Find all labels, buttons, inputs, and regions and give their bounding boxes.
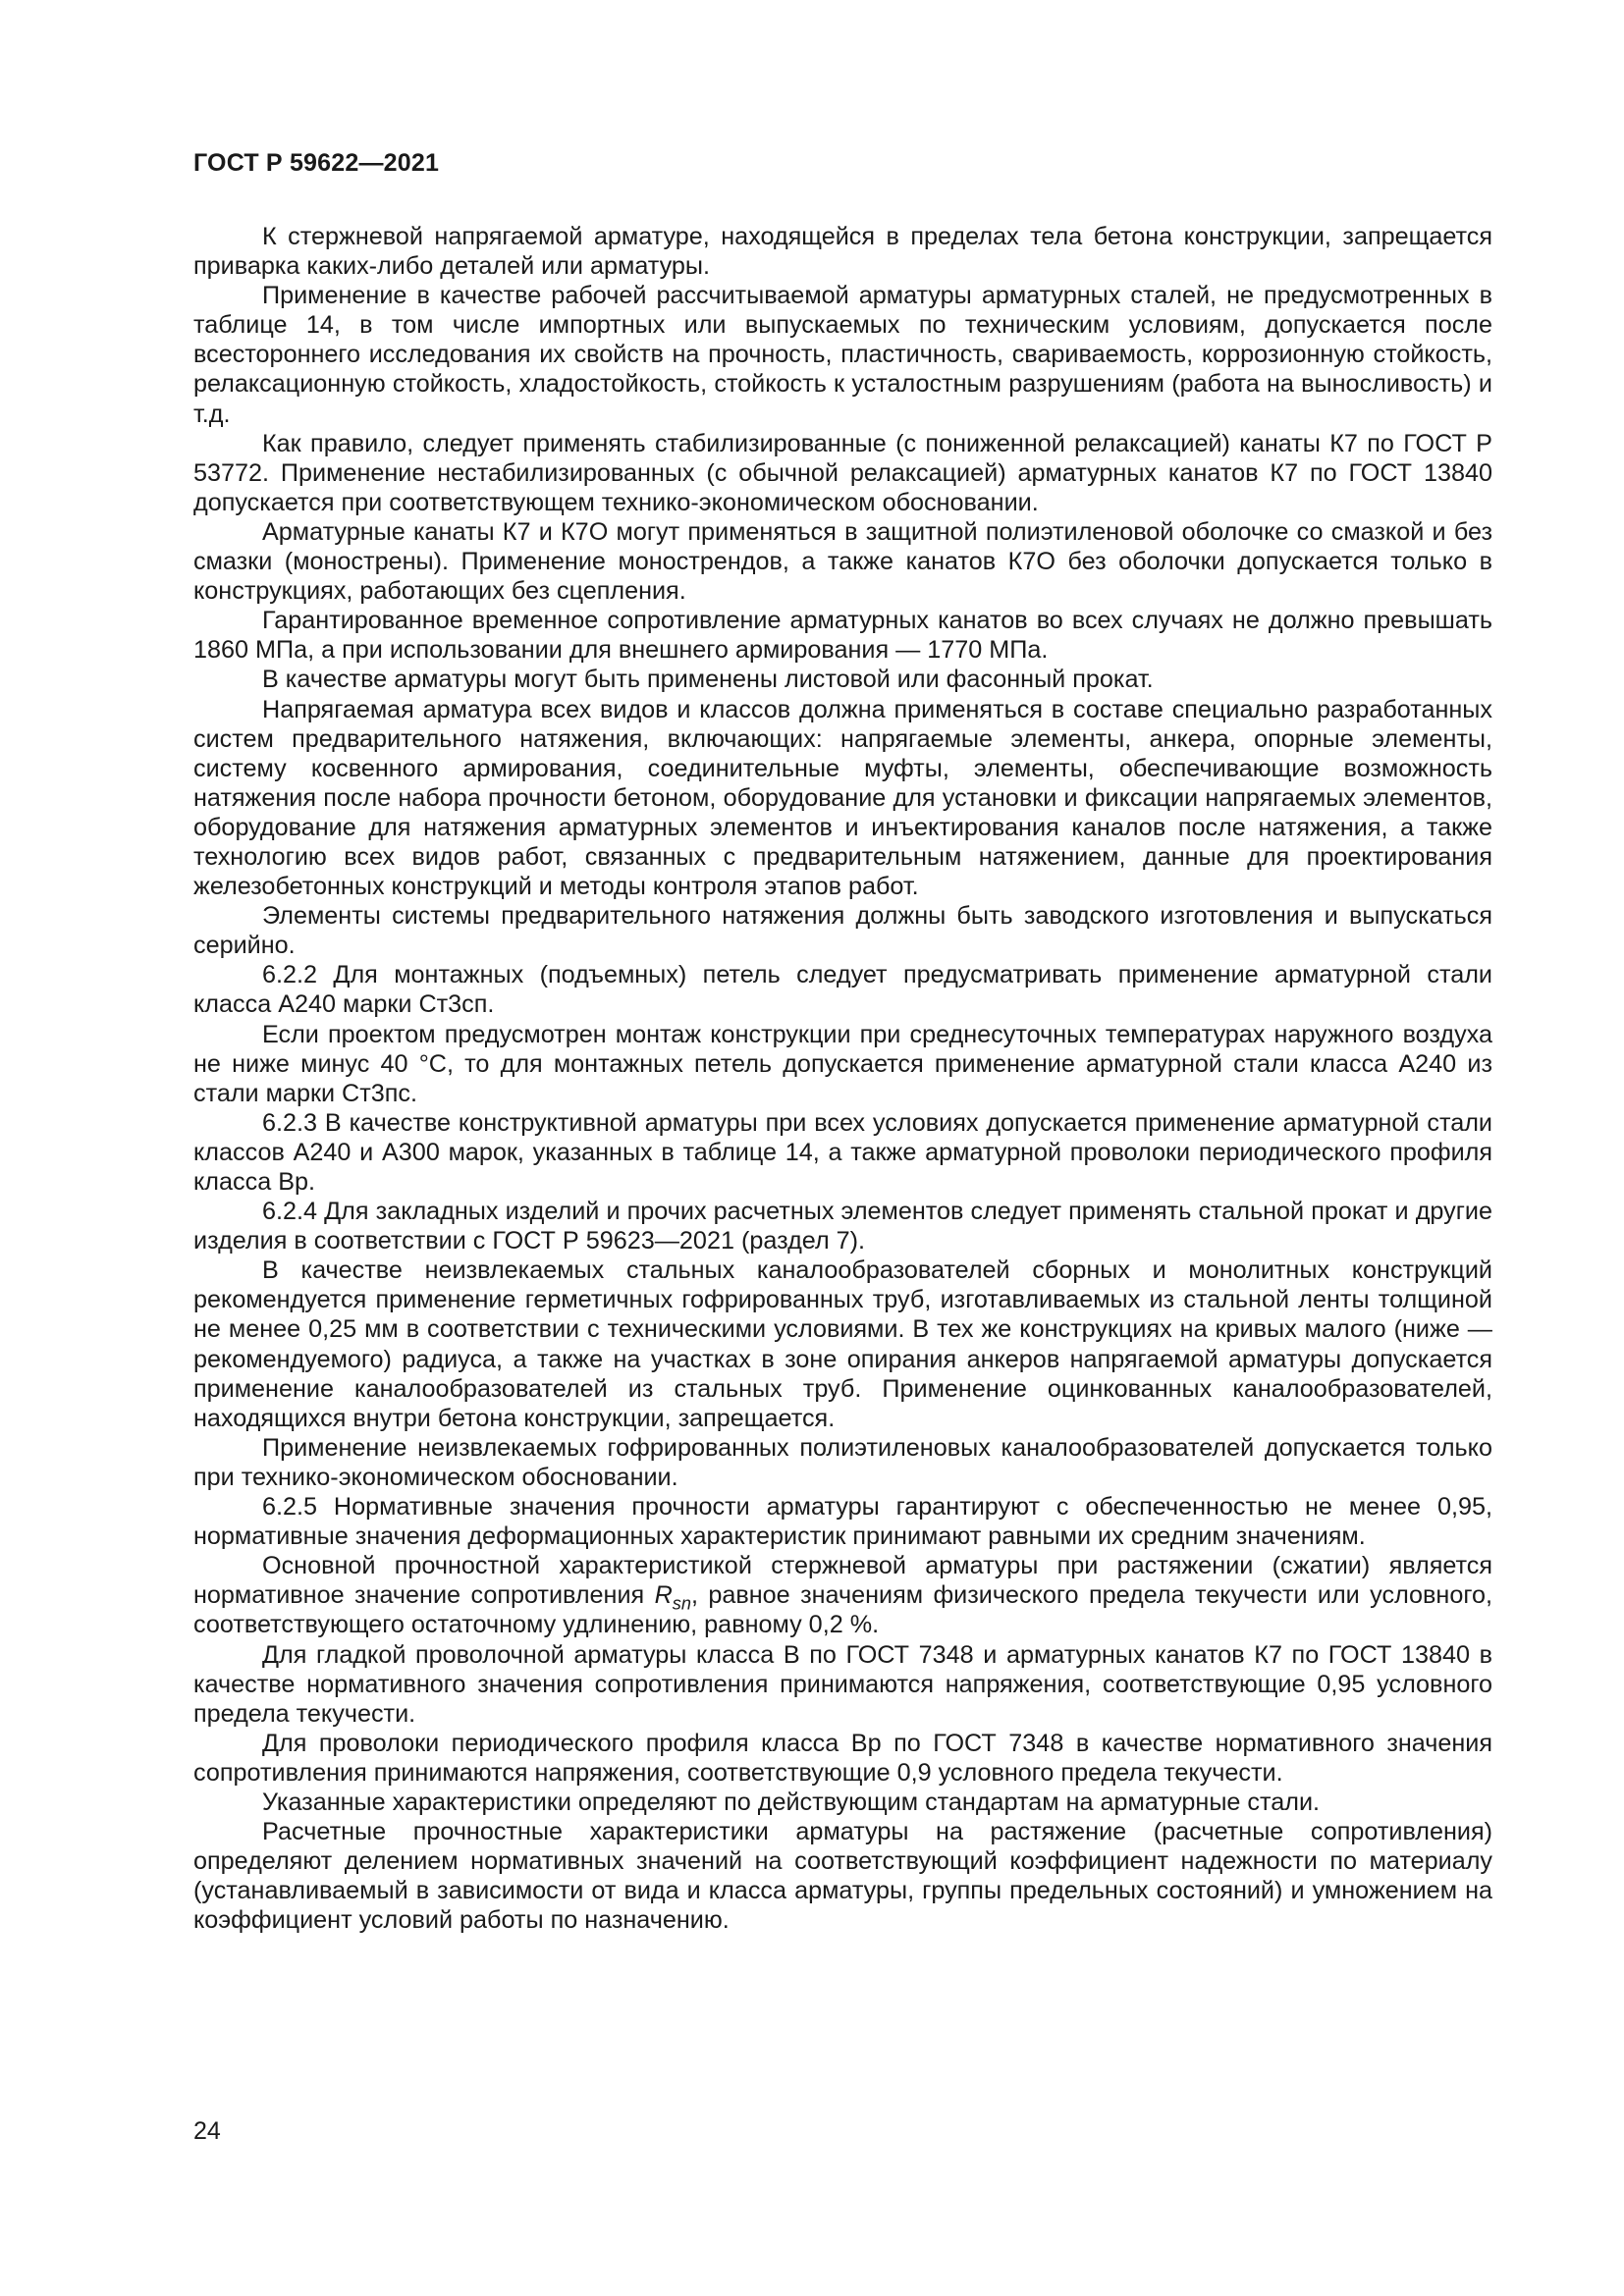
paragraph: 6.2.5 Нормативные значения прочности арматуры гарантируют с обеспеченностью не менее 0,95, нормативные значения деформационных характеристик принимают равными их средним значениям. [193,1493,1492,1551]
paragraph: В качестве неизвлекаемых стальных каналообразователей сборных и монолитных конструкций рекомендуется применение герметичных гофрированных труб, изготавливаемых из стальной ленты толщиной не менее 0,25 мм в соответствии с техническими условиями. В тех же конструкциях на кривых малого (ниже — рекомендуемого) радиуса, а также на участках в зоне опирания анкеров напрягаемой арматуры допускается применение каналообразователей из стальных труб. Применение оцинкованных каналообразователей, находящихся внутри бетона конструкции, запрещается. [193,1256,1492,1432]
paragraph-text: , равное значениям физического предела текучести или условного, соответствующего остаточному удлинению, равному 0,2 %. [193,1581,1492,1639]
paragraph: 6.2.3 В качестве конструктивной арматуры при всех условиях допускается применение арматурной стали классов А240 и А300 марок, указанных в таблице 14, а также арматурной проволоки периодического профиля класса Вр. [193,1108,1492,1196]
paragraph: Для проволоки периодического профиля класса Вр по ГОСТ 7348 в качестве нормативного значения сопротивления принимаются напряжения, соответствующие 0,9 условного предела текучести. [193,1729,1492,1787]
paragraph-rsn [193,1551,1492,1639]
paragraph: Расчетные прочностные характеристики арматуры на растяжение (расчетные сопротивления) определяют делением нормативных значений на соответствующий коэффициент надежности по материалу (устанавливаемый в зависимости от вида и класса арматуры, группы предельных состояний) и умножением на коэффициент условий работы по назначению. [193,1818,1492,1935]
paragraph-text: Основной прочностной характеристикой стержневой арматуры при растяжении (сжатии) является нормативное значение сопротивления [193,1552,1492,1610]
paragraph: 6.2.4 Для закладных изделий и прочих расчетных элементов следует применять стальной прокат и другие изделия в соответствии с ГОСТ Р 59623—2021 (раздел 7). [193,1198,1492,1255]
paragraph: Как правило, следует применять стабилизированные (с пониженной релаксацией) канаты К7 по ГОСТ Р 53772. Применение нестабилизированных (с обычной релаксацией) арматурных канатов К7 по ГОСТ 13840 допускается при соответствующем технико-экономическом обосновании. [193,429,1492,516]
paragraph: Применение неизвлекаемых гофрированных полиэтиленовых каналообразователей допускается только при технико-экономическом обосновании. [193,1433,1492,1491]
paragraph: К стержневой напрягаемой арматуре, находящейся в пределах тела бетона конструкции, запрещается приварка каких-либо деталей или арматуры. [193,223,1492,281]
page-number: 24 [193,2117,221,2145]
paragraph: Указанные характеристики определяют по действующим стандартам на арматурные стали. [262,1788,1321,1816]
paragraph: Применение в качестве рабочей рассчитываемой арматуры арматурных сталей, не предусмотренных в таблице 14, в том числе импортных или выпускаемых по техническим условиям, допускается после всестороннего исследования их свойств на прочность, пластичность, свариваемость, коррозионную стойкость, релаксационную стойкость, хладостойкость, стойкость к усталостным разрушениям (работа на выносливость) и т.д. [193,282,1492,428]
symbol-r: R [654,1581,673,1610]
symbol-subscript: sn [672,1593,691,1614]
document-body [193,222,1492,1935]
paragraph: Если проектом предусмотрен монтаж конструкции при среднесуточных температурах наружного воздуха не ниже минус 40 °С, то для монтажных петель допускается применение арматурной стали класса А240 из стали марки Ст3пс. [193,1020,1492,1107]
paragraph: Напрягаемая арматура всех видов и классов должна применяться в составе специально разработанных систем предварительного натяжения, включающих: напрягаемые элементы, анкера, опорные элементы, систему косвенного армирования, соединительные муфты, элементы, обеспечивающие возможность натяжения после набора прочности бетоном, оборудование для установки и фиксации напрягаемых элементов, оборудование для натяжения арматурных элементов и инъектирования каналов после натяжения, а также технологию всех видов работ, связанных с предварительным натяжением, данные для проектирования железобетонных конструкций и методы контроля этапов работ. [193,695,1492,901]
paragraph: Арматурные канаты К7 и К7О могут применяться в защитной полиэтиленовой оболочке со смазкой и без смазки (монострены). Применение монострендов, а также канатов К7О без оболочки допускается только в конструкциях, работающих без сцепления. [193,517,1492,606]
paragraph: Для гладкой проволочной арматуры класса В по ГОСТ 7348 и арматурных канатов К7 по ГОСТ 13840 в качестве нормативного значения сопротивления принимаются напряжения, соответствующие 0,95 условного предела текучести. [193,1640,1492,1728]
paragraph: Элементы системы предварительного натяжения должны быть заводского изготовления и выпускаться серийно. [193,902,1492,960]
paragraph: В качестве арматуры могут быть применены листовой или фасонный прокат. [262,666,1154,694]
document-header: ГОСТ Р 59622—2021 [193,149,440,177]
paragraph: 6.2.2 Для монтажных (подъемных) петель следует предусматривать применение арматурной стали класса А240 марки Ст3сп. [193,961,1492,1019]
paragraph: Гарантированное временное сопротивление арматурных канатов во всех случаях не должно превышать 1860 МПа, а при использовании для внешнего армирования — 1770 МПа. [193,607,1492,665]
